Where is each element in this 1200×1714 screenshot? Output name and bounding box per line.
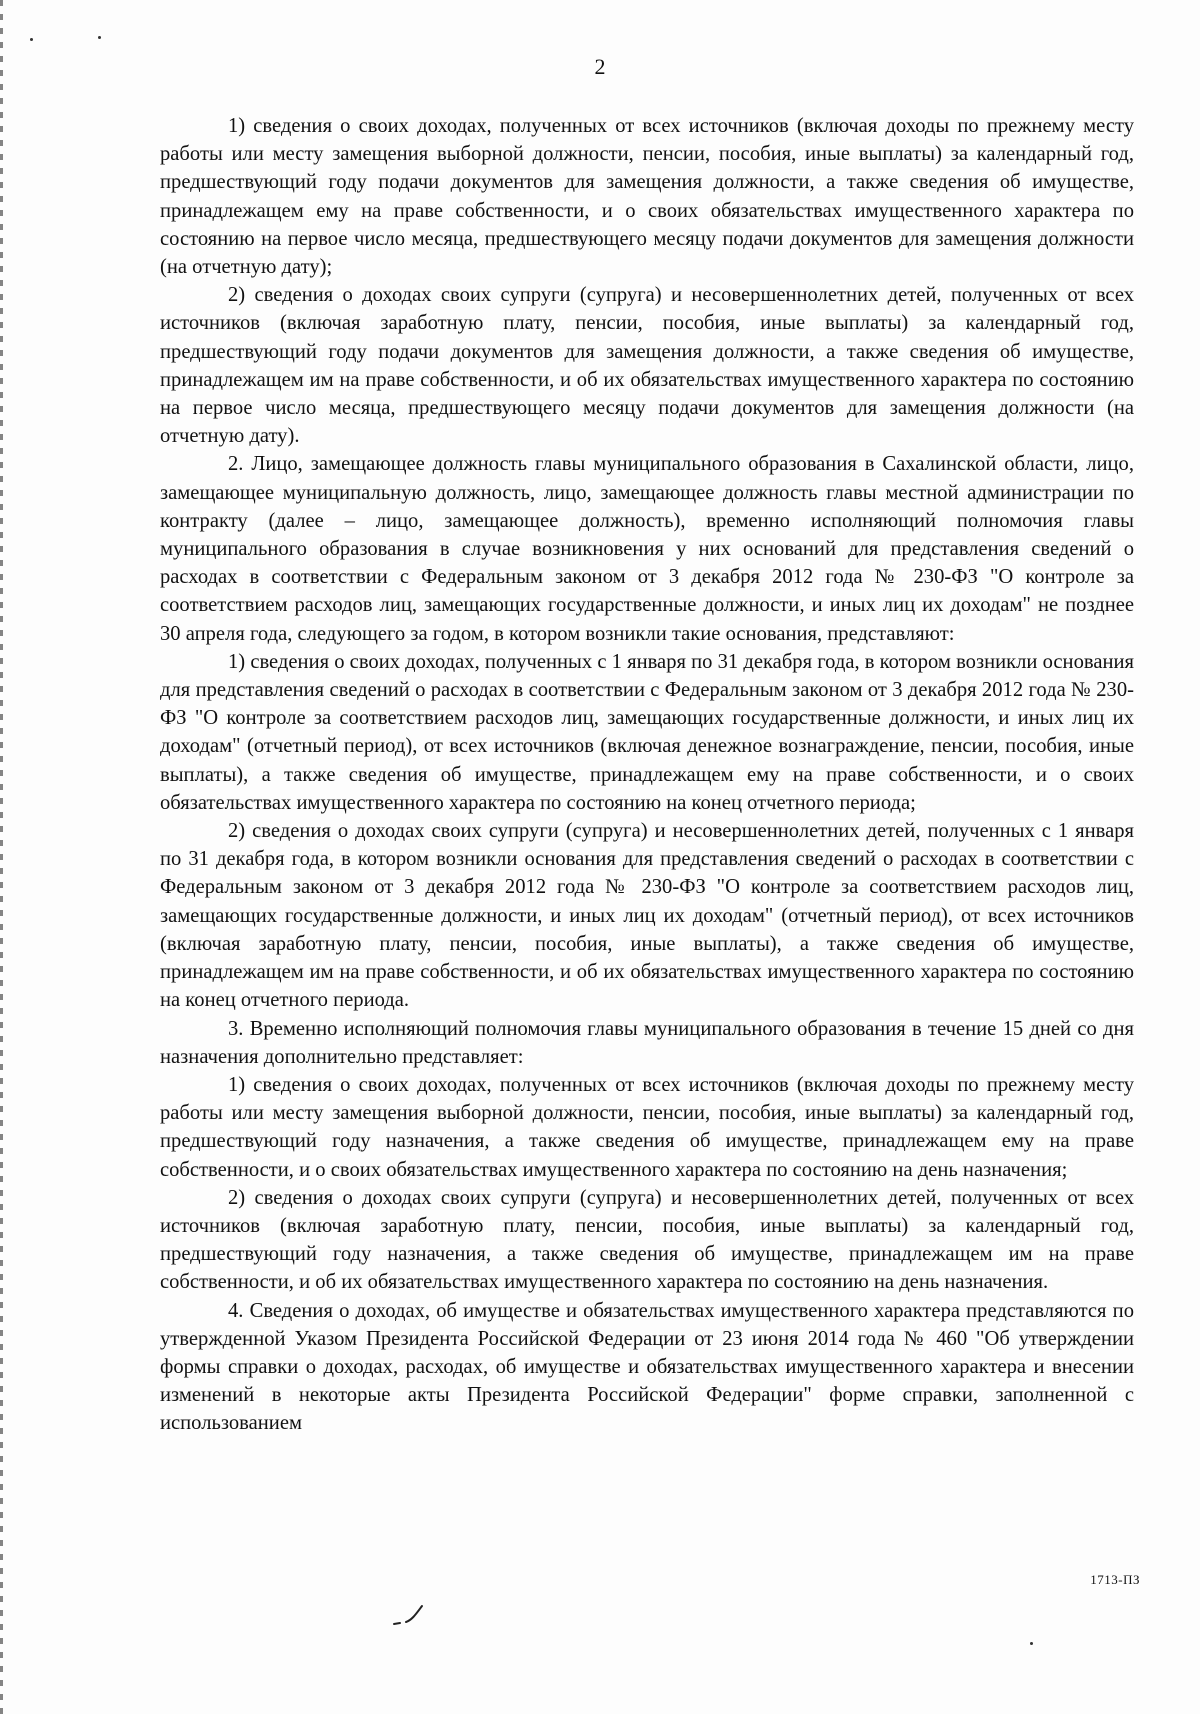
paragraph-3: 3. Временно исполняющий полномочия главы муниципального образования в течение 15 дней со дня назначения дополнительно представляет:: [160, 1017, 1134, 1068]
paragraph-4: 4. Сведения о доходах, об имуществе и обязательствах имущественного характера представляются по утвержденной Указом Президента Российской Федерации от 23 июня 2014 года № 460 "Об утверждении формы справки о доходах, расходах, об имуществе и обязательствах имущественного характера и внесении изменений в некоторые акты Президента Российской Федерации" форме справки, заполненной с использованием: [160, 1299, 1134, 1435]
paragraph-3-2: 2) сведения о доходах своих супруги (супруга) и несовершеннолетних детей, полученных от всех источников (включая заработную плату, пенсии, пособия, иные выплаты) за календарный год, предшествующий году назначения, а также сведения об имуществе, принадлежащем им на праве собственности, и об их обязательствах имущественного характера по состоянию на день назначения.: [160, 1186, 1134, 1294]
paragraph-2-2: 2) сведения о доходах своих супруги (супруга) и несовершеннолетних детей, полученных с 1 января по 31 декабря года, в котором возникли основания для представления сведений о расходах в соответствии с Федеральным законом от 3 декабря 2012 года № 230-ФЗ "О контроле за соответствием расходов лиц, замещающих государственные должности, и иных лиц их доходам" (отчетный период), от всех источников (включая заработную плату, пенсии, пособия, иные выплаты), а также сведения об имуществе, принадлежащем им на праве собственности, и об их обязательствах имущественного характера по состоянию на конец отчетного периода.: [160, 820, 1134, 1012]
paragraph-1-2: 2) сведения о доходах своих супруги (супруга) и несовершеннолетних детей, полученных от всех источников (включая заработную плату, пенсии, пособия, иные выплаты) за календарный год, предшествующий году подачи документов для замещения должности, а также сведения об имуществе, принадлежащем им на праве собственности, и об их обязательствах имущественного характера по состоянию на первое число месяца, предшествующего месяцу подачи документов для замещения должности (на отчетную дату).: [160, 284, 1134, 448]
pen-mark: [392, 1600, 432, 1630]
page-number: 2: [594, 54, 606, 79]
paragraph-2: 2. Лицо, замещающее должность главы муниципального образования в Сахалинской области, лицо, замещающее муниципальную должность, лицо, замещающее должность главы местной администрации по контракту (далее – лицо, замещающее должность), временно исполняющий полномочия главы муниципального образования в случае возникновения у них оснований для представления сведений о расходах в соответствии с Федеральным законом от 3 декабря 2012 года № 230-ФЗ "О контроле за соответствием расходов лиц, замещающих государственные должности, и иных лиц их доходам" не позднее 30 апреля года, следующего за годом, в котором возникли такие основания, представляют:: [160, 453, 1134, 645]
scan-speck: [1030, 1642, 1033, 1645]
paragraph-2-1: 1) сведения о своих доходах, полученных с 1 января по 31 декабря года, в котором возникли основания для представления сведений о расходах в соответствии с Федеральным законом от 3 декабря 2012 года № 230-ФЗ "О контроле за соответствием расходов лиц, замещающих государственные должности, и иных лиц их доходам" (отчетный период), от всех источников (включая денежное вознаграждение, пенсии, пособия, иные выплаты), а также сведения об имуществе, принадлежащем ему на праве собственности, и о своих обязательствах имущественного характера по состоянию на конец отчетного периода;: [160, 650, 1134, 814]
document-footer-code: 1713-ПЗ: [1090, 1572, 1140, 1587]
scan-edge-marks: [0, 0, 3, 1714]
paragraph-1-1: 1) сведения о своих доходах, полученных от всех источников (включая доходы по прежнему месту работы или месту замещения выборной должности, пенсии, пособия, иные выплаты) за календарный год, предшествующий году подачи документов для замещения должности, а также сведения об имуществе, принадлежащем ему на праве собственности, и о своих обязательствах имущественного характера по состоянию на первое число месяца, предшествующего месяцу подачи документов для замещения должности (на отчетную дату);: [160, 115, 1134, 279]
paragraph-3-1: 1) сведения о своих доходах, полученных от всех источников (включая доходы по прежнему месту работы или месту замещения выборной должности, пенсии, пособия, иные выплаты) за календарный год, предшествующий году назначения, а также сведения об имуществе, принадлежащем ему на праве собственности, и о своих обязательствах имущественного характера по состоянию на день назначения;: [160, 1073, 1134, 1181]
scan-speck: [98, 36, 101, 39]
scan-speck: [30, 38, 33, 41]
document-body: [160, 112, 1134, 1438]
